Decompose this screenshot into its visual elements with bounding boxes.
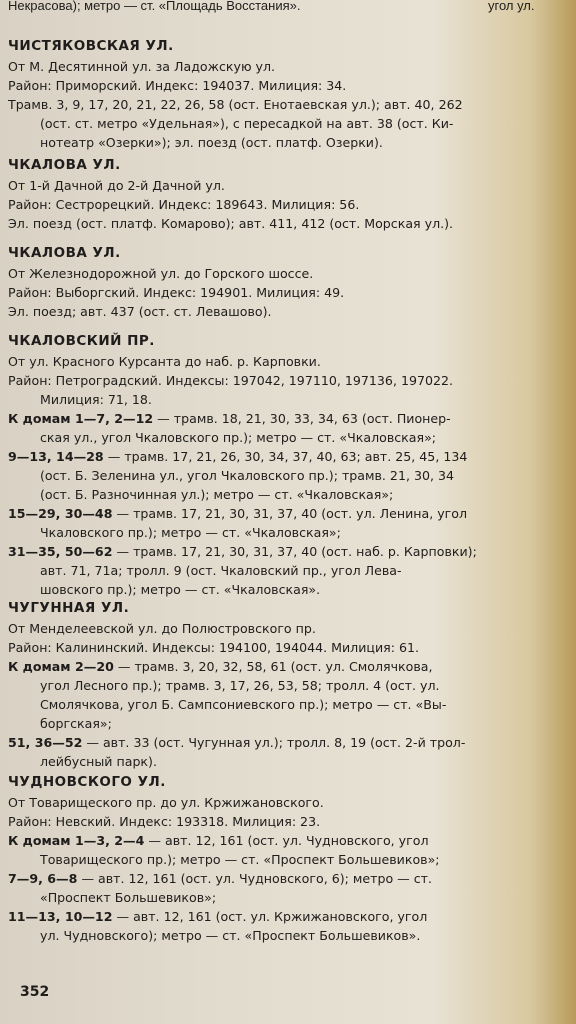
transport-line: нотеатр «Озерки»); эл. поезд (ост. платф. Озерки).	[40, 135, 383, 150]
route-line: ская ул., угол Чкаловского пр.); метро — ст. «Чкаловская»;	[40, 430, 437, 445]
book-page	[6, 0, 566, 1024]
route-line	[8, 409, 560, 428]
street-range: От Менделеевской ул. до Полюстровского пр.	[8, 621, 316, 636]
route-text: — трамв. 18, 21, 30, 33, 34, 63 (ост. Пионер-	[157, 411, 451, 426]
route-line: Чкаловского пр.); метро — ст. «Чкаловская»;	[40, 525, 341, 540]
page-number: 352	[20, 984, 50, 1000]
street-entry	[8, 598, 560, 771]
route-line	[8, 504, 560, 523]
street-entry	[8, 243, 560, 321]
street-range: От Товарищеского пр. до ул. Кржижановского.	[8, 795, 324, 810]
district-info: Район: Выборгский. Индекс: 194901. Милиция: 49.	[8, 285, 345, 300]
route-line: Товарищеского пр.); метро — ст. «Проспект Большевиков»;	[40, 852, 440, 867]
house-numbers: К домам 1—3, 2—4	[8, 833, 145, 848]
street-title: ЧКАЛОВСКИЙ ПР.	[8, 333, 155, 349]
district-info: Район: Калининский. Индексы: 194100, 194044. Милиция: 61.	[8, 640, 420, 655]
street-range: От М. Десятинной ул. за Ладожскую ул.	[8, 59, 276, 74]
route-line	[8, 447, 560, 466]
top-fragment-right: угол ул.	[488, 0, 535, 13]
transport-line: (ост. ст. метро «Удельная»), с пересадкой на авт. 38 (ост. Ки-	[40, 116, 454, 131]
street-title: ЧИСТЯКОВСКАЯ УЛ.	[8, 38, 174, 54]
route-text: — авт. 33 (ост. Чугунная ул.); тролл. 8, 19 (ост. 2-й трол-	[86, 735, 466, 750]
house-numbers: К домам 2—20	[8, 659, 114, 674]
transport-line: Трамв. 3, 9, 17, 20, 21, 22, 26, 58 (ост. Енотаевская ул.); авт. 40, 262	[8, 97, 463, 112]
route-text: — авт. 12, 161 (ост. ул. Чудновского, 6); метро — ст.	[81, 871, 433, 886]
district-info: Милиция: 71, 18.	[40, 392, 152, 407]
house-numbers: 9—13, 14—28	[8, 449, 104, 464]
house-numbers: 51, 36—52	[8, 735, 83, 750]
route-line: угол Лесного пр.); трамв. 3, 17, 26, 53, 58; тролл. 4 (ост. ул.	[40, 678, 440, 693]
route-line: Смолячкова, угол Б. Сампсониевского пр.); метро — ст. «Вы-	[40, 697, 447, 712]
route-line	[8, 542, 560, 561]
house-numbers: 31—35, 50—62	[8, 544, 113, 559]
district-info: Район: Невский. Индекс: 193318. Милиция: 23.	[8, 814, 321, 829]
route-line	[8, 733, 560, 752]
district-info: Район: Сестрорецкий. Индекс: 189643. Милиция: 56.	[8, 197, 360, 212]
house-numbers: 15—29, 30—48	[8, 506, 113, 521]
street-range: От ул. Красного Курсанта до наб. р. Карповки.	[8, 354, 321, 369]
route-line	[8, 831, 560, 850]
street-title: ЧУГУННАЯ УЛ.	[8, 600, 130, 616]
street-entry	[8, 772, 560, 945]
route-line	[8, 657, 560, 676]
route-line: шовского пр.); метро — ст. «Чкаловская».	[40, 582, 321, 597]
route-line: боргская»;	[40, 716, 112, 731]
transport-line: Эл. поезд (ост. платф. Комарово); авт. 411, 412 (ост. Морская ул.).	[8, 216, 454, 231]
route-line: (ост. Б. Разночинная ул.); метро — ст. «Чкаловская»;	[40, 487, 394, 502]
top-fragment-text: Некрасова); метро — ст. «Площадь Восстания».	[8, 0, 301, 13]
route-text: — трамв. 17, 21, 26, 30, 34, 37, 40, 63; авт. 25, 45, 134	[107, 449, 468, 464]
street-range: От Железнодорожной ул. до Горского шоссе.	[8, 266, 314, 281]
street-title: ЧКАЛОВА УЛ.	[8, 157, 121, 173]
top-fragment	[8, 0, 564, 14]
house-numbers: К домам 1—7, 2—12	[8, 411, 154, 426]
street-entry	[8, 331, 560, 599]
route-text: — трамв. 17, 21, 30, 31, 37, 40 (ост. ул. Ленина, угол	[116, 506, 468, 521]
street-title: ЧУДНОВСКОГО УЛ.	[8, 774, 166, 790]
route-line: (ост. Б. Зеленина ул., угол Чкаловского пр.); трамв. 21, 30, 34	[40, 468, 455, 483]
route-text: — авт. 12, 161 (ост. ул. Чудновского, угол	[148, 833, 429, 848]
house-numbers: 11—13, 10—12	[8, 909, 113, 924]
route-line: авт. 71, 71а; тролл. 9 (ост. Чкаловский пр., угол Лева-	[40, 563, 402, 578]
route-text: — трамв. 17, 21, 30, 31, 37, 40 (ост. наб. р. Карповки);	[116, 544, 477, 559]
route-line	[8, 907, 560, 926]
street-entry	[8, 36, 560, 152]
route-line: «Проспект Большевиков»;	[40, 890, 217, 905]
route-line: ул. Чудновского); метро — ст. «Проспект Большевиков».	[40, 928, 421, 943]
street-entry	[8, 155, 560, 233]
transport-line: Эл. поезд; авт. 437 (ост. ст. Левашово).	[8, 304, 272, 319]
street-range: От 1-й Дачной до 2-й Дачной ул.	[8, 178, 225, 193]
route-text: — авт. 12, 161 (ост. ул. Кржижановского, угол	[116, 909, 428, 924]
district-info: Район: Петроградский. Индексы: 197042, 197110, 197136, 197022.	[8, 373, 454, 388]
route-text: — трамв. 3, 20, 32, 58, 61 (ост. ул. Смолячкова,	[117, 659, 433, 674]
street-title: ЧКАЛОВА УЛ.	[8, 245, 121, 261]
route-line	[8, 869, 560, 888]
district-info: Район: Приморский. Индекс: 194037. Милиция: 34.	[8, 78, 347, 93]
route-line: лейбусный парк).	[40, 754, 157, 769]
house-numbers: 7—9, 6—8	[8, 871, 78, 886]
